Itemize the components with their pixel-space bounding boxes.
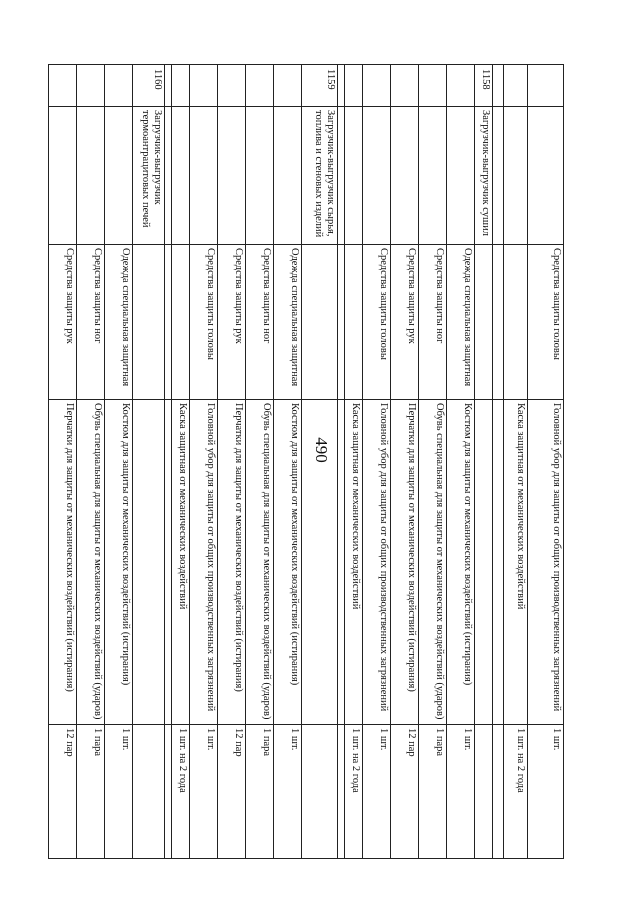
cell-num	[345, 65, 363, 107]
cell-norm: 12 пар	[49, 725, 77, 859]
table-row	[504, 65, 528, 859]
cell-category: Средства защиты ног	[419, 245, 447, 400]
cell-item: Головной убор для защиты от общих производственных загрязнений	[190, 400, 218, 725]
cell-norm: 1 пара	[246, 725, 274, 859]
table-area	[64, 64, 564, 858]
cell-num	[274, 65, 302, 107]
cell-num	[77, 65, 105, 107]
rotated-page-content	[64, 64, 564, 858]
table-row	[447, 65, 475, 859]
cell-item: Обувь специальная для защиты от механических воздействий (ударов)	[246, 400, 274, 725]
table-row	[172, 65, 190, 859]
cell-profession	[447, 107, 475, 245]
cell-item: Каска защитная от механических воздействий	[504, 400, 528, 725]
table-row	[391, 65, 419, 859]
cell-num	[447, 65, 475, 107]
table-gap-row	[165, 65, 172, 859]
cell-category: Одежда специальная защитная	[274, 245, 302, 400]
cell-category: Средства защиты рук	[218, 245, 246, 400]
cell-norm: 1 шт.	[190, 725, 218, 859]
cell-norm: 12 пар	[218, 725, 246, 859]
cell-num	[363, 65, 391, 107]
table-row	[528, 65, 564, 859]
cell-profession	[77, 107, 105, 245]
cell-profession	[105, 107, 133, 245]
table-row	[274, 65, 302, 859]
cell-profession	[345, 107, 363, 245]
cell-norm	[475, 725, 493, 859]
table-row	[77, 65, 105, 859]
cell-num	[105, 65, 133, 107]
cell-profession	[528, 107, 564, 245]
cell-profession	[218, 107, 246, 245]
table-row	[302, 65, 338, 859]
cell-category	[504, 245, 528, 400]
cell-category	[172, 245, 190, 400]
cell-category	[345, 245, 363, 400]
cell-num	[419, 65, 447, 107]
cell-num	[504, 65, 528, 107]
cell-profession	[246, 107, 274, 245]
cell-norm: 1 шт.	[447, 725, 475, 859]
cell-norm: 1 шт.	[363, 725, 391, 859]
cell-num: 1160	[133, 65, 165, 107]
page-number: 490	[312, 437, 331, 463]
cell-category	[475, 245, 493, 400]
cell-category: Средства защиты головы	[528, 245, 564, 400]
cell-item: Перчатки для защиты от механических воздействий (истирания)	[391, 400, 419, 725]
cell-item: Перчатки для защиты от механических воздействий (истирания)	[218, 400, 246, 725]
table-row	[345, 65, 363, 859]
cell-item: Головной убор для защиты от общих производственных загрязнений	[363, 400, 391, 725]
cell-num	[528, 65, 564, 107]
cell-item: Перчатки для защиты от механических воздействий (истирания)	[49, 400, 77, 725]
cell-norm: 1 пара	[419, 725, 447, 859]
cell-item: Головной убор для защиты от общих производственных загрязнений	[528, 400, 564, 725]
cell-profession	[391, 107, 419, 245]
table-row	[49, 65, 77, 859]
cell-norm: 1 шт.	[274, 725, 302, 859]
table-gap-row	[338, 65, 345, 859]
cell-num	[49, 65, 77, 107]
cell-norm: 1 шт. на 2 года	[504, 725, 528, 859]
cell-profession	[49, 107, 77, 245]
cell-norm: 12 пар	[391, 725, 419, 859]
cell-num	[172, 65, 190, 107]
cell-category: Одежда специальная защитная	[447, 245, 475, 400]
cell-category: Средства защиты рук	[49, 245, 77, 400]
cell-item: Костюм для защиты от механических воздействий (истирания)	[105, 400, 133, 725]
cell-profession	[172, 107, 190, 245]
cell-num: 1159	[302, 65, 338, 107]
table-row	[246, 65, 274, 859]
cell-category: Одежда специальная защитная	[105, 245, 133, 400]
cell-num	[218, 65, 246, 107]
cell-item: Каска защитная от механических воздействий	[172, 400, 190, 725]
cell-category: Средства защиты головы	[190, 245, 218, 400]
cell-category: Средства защиты ног	[77, 245, 105, 400]
cell-item	[133, 400, 165, 725]
cell-profession	[419, 107, 447, 245]
table-gap-row	[493, 65, 504, 859]
cell-category: Средства защиты ног	[246, 245, 274, 400]
cell-norm: 1 пара	[77, 725, 105, 859]
cell-item: Костюм для защиты от механических воздействий (истирания)	[274, 400, 302, 725]
cell-norm	[302, 725, 338, 859]
cell-num	[391, 65, 419, 107]
table-row	[218, 65, 246, 859]
cell-profession	[190, 107, 218, 245]
table-row	[133, 65, 165, 859]
cell-item: Обувь специальная для защиты от механических воздействий (ударов)	[419, 400, 447, 725]
cell-norm	[133, 725, 165, 859]
table-row	[190, 65, 218, 859]
cell-profession	[363, 107, 391, 245]
cell-profession: Загрузчик-выгрузчик сырья, топлива и стеновых изделий	[302, 107, 338, 245]
cell-item: Костюм для защиты от механических воздействий (истирания)	[447, 400, 475, 725]
table-row	[419, 65, 447, 859]
cell-norm: 1 шт. на 2 года	[345, 725, 363, 859]
cell-num	[190, 65, 218, 107]
cell-norm: 1 шт.	[105, 725, 133, 859]
cell-num: 1158	[475, 65, 493, 107]
table-row	[105, 65, 133, 859]
cell-item	[302, 400, 338, 725]
ppe-norms-table	[48, 64, 564, 859]
cell-category: Средства защиты головы	[363, 245, 391, 400]
cell-category	[302, 245, 338, 400]
cell-norm: 1 шт.	[528, 725, 564, 859]
table-row	[475, 65, 493, 859]
cell-item	[475, 400, 493, 725]
cell-profession: Загрузчик-выгрузчик сушил	[475, 107, 493, 245]
table-row	[363, 65, 391, 859]
cell-item: Каска защитная от механических воздействий	[345, 400, 363, 725]
cell-norm: 1 шт. на 2 года	[172, 725, 190, 859]
cell-category: Средства защиты рук	[391, 245, 419, 400]
cell-profession	[504, 107, 528, 245]
cell-num	[246, 65, 274, 107]
cell-category	[133, 245, 165, 400]
cell-profession: Загрузчик-выгрузчик термоантрацитовых печей	[133, 107, 165, 245]
cell-profession	[274, 107, 302, 245]
cell-item: Обувь специальная для защиты от механических воздействий (ударов)	[77, 400, 105, 725]
